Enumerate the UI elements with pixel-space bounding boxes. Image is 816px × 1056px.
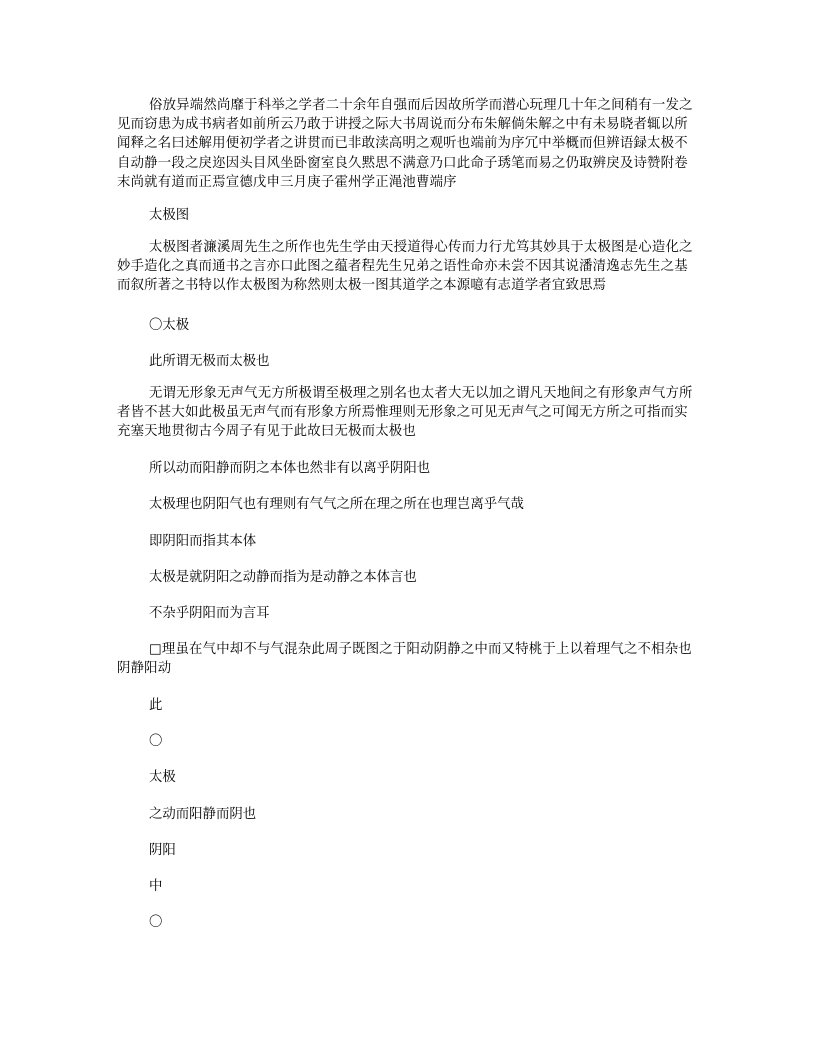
text-line: 不杂乎阴阳而为言耳 — [149, 606, 270, 621]
taiji-tu-paragraph: 太极图者濂溪周先生之所作也先生学由天授道得心传而力行尤笃其妙具于太极图是心造化之妙手造化之真而通书之言亦口此图之蕴者程先生兄弟之语性命亦未尝不因其说潘清逸志先生之基而叙所著之书特以作太极图为称然则太极一图其道学之本源噫有志道学者宜致思焉 — [117, 240, 693, 294]
section-heading-taiji-tu: 太极图 — [149, 208, 190, 223]
circle-symbol-line: 〇 — [149, 734, 163, 749]
text-line: 太极理也阴阳气也有理则有气气之所在理之所在也理岂离乎气哉 — [149, 497, 524, 512]
wuji-paragraph: 无谓无形象无声气无方所极谓至极理之别名也太者大无以加之谓凡天地间之有形象声气方所者皆不甚大如此极虽无声气而有形象方所焉惟理则无形象之可见无声气之可闻无方所之可指而实充塞天地贯彻古今周子有见于此故曰无极而太极也 — [117, 386, 693, 440]
li-paragraph: □理虽在气中却不与气混杂此周子既图之于阳动阴静之中而又特桃于上以着理气之不相杂也阴静阳动 — [117, 642, 692, 677]
text-line: 此 — [149, 698, 163, 713]
text-line: 所以动而阳静而阴之本体也然非有以离乎阴阳也 — [149, 461, 431, 476]
text-line: 太极是就阴阳之动静而指为是动静之本体言也 — [149, 570, 417, 585]
text-line: 中 — [149, 879, 163, 894]
circle-symbol-line: 〇 — [149, 915, 163, 930]
preface-paragraph: 俗放异端然尚靡于科举之学者二十余年自强而后因故所学而潜心玩理几十年之间稍有一发之见而窃患为成书病者如前所云乃敢于讲授之际大书周说而分布朱解倘朱解之中有未易晓者辄以所闻释之名曰述解用便初学者之讲贯而已非敢渎高明之观听也端前为序冗中举概而但辨语録太极不自动静一段之戾迩因头目风坐卧窗室良久黙思不满意乃口此命子琇笔而易之仍取辨戾及诗赞附卷末尚就有道而正焉宣德戊申三月庚子霍州学正渑池曹端序 — [117, 98, 693, 190]
text-line: 即阴阳而指其本体 — [149, 534, 257, 549]
text-line: 此所谓无极而太极也 — [149, 354, 270, 369]
text-line: 太极 — [149, 770, 176, 785]
text-line: 之动而阳静而阴也 — [149, 807, 257, 822]
text-line: 阴阳 — [149, 843, 176, 858]
taiji-line: 〇太极 — [149, 318, 190, 333]
